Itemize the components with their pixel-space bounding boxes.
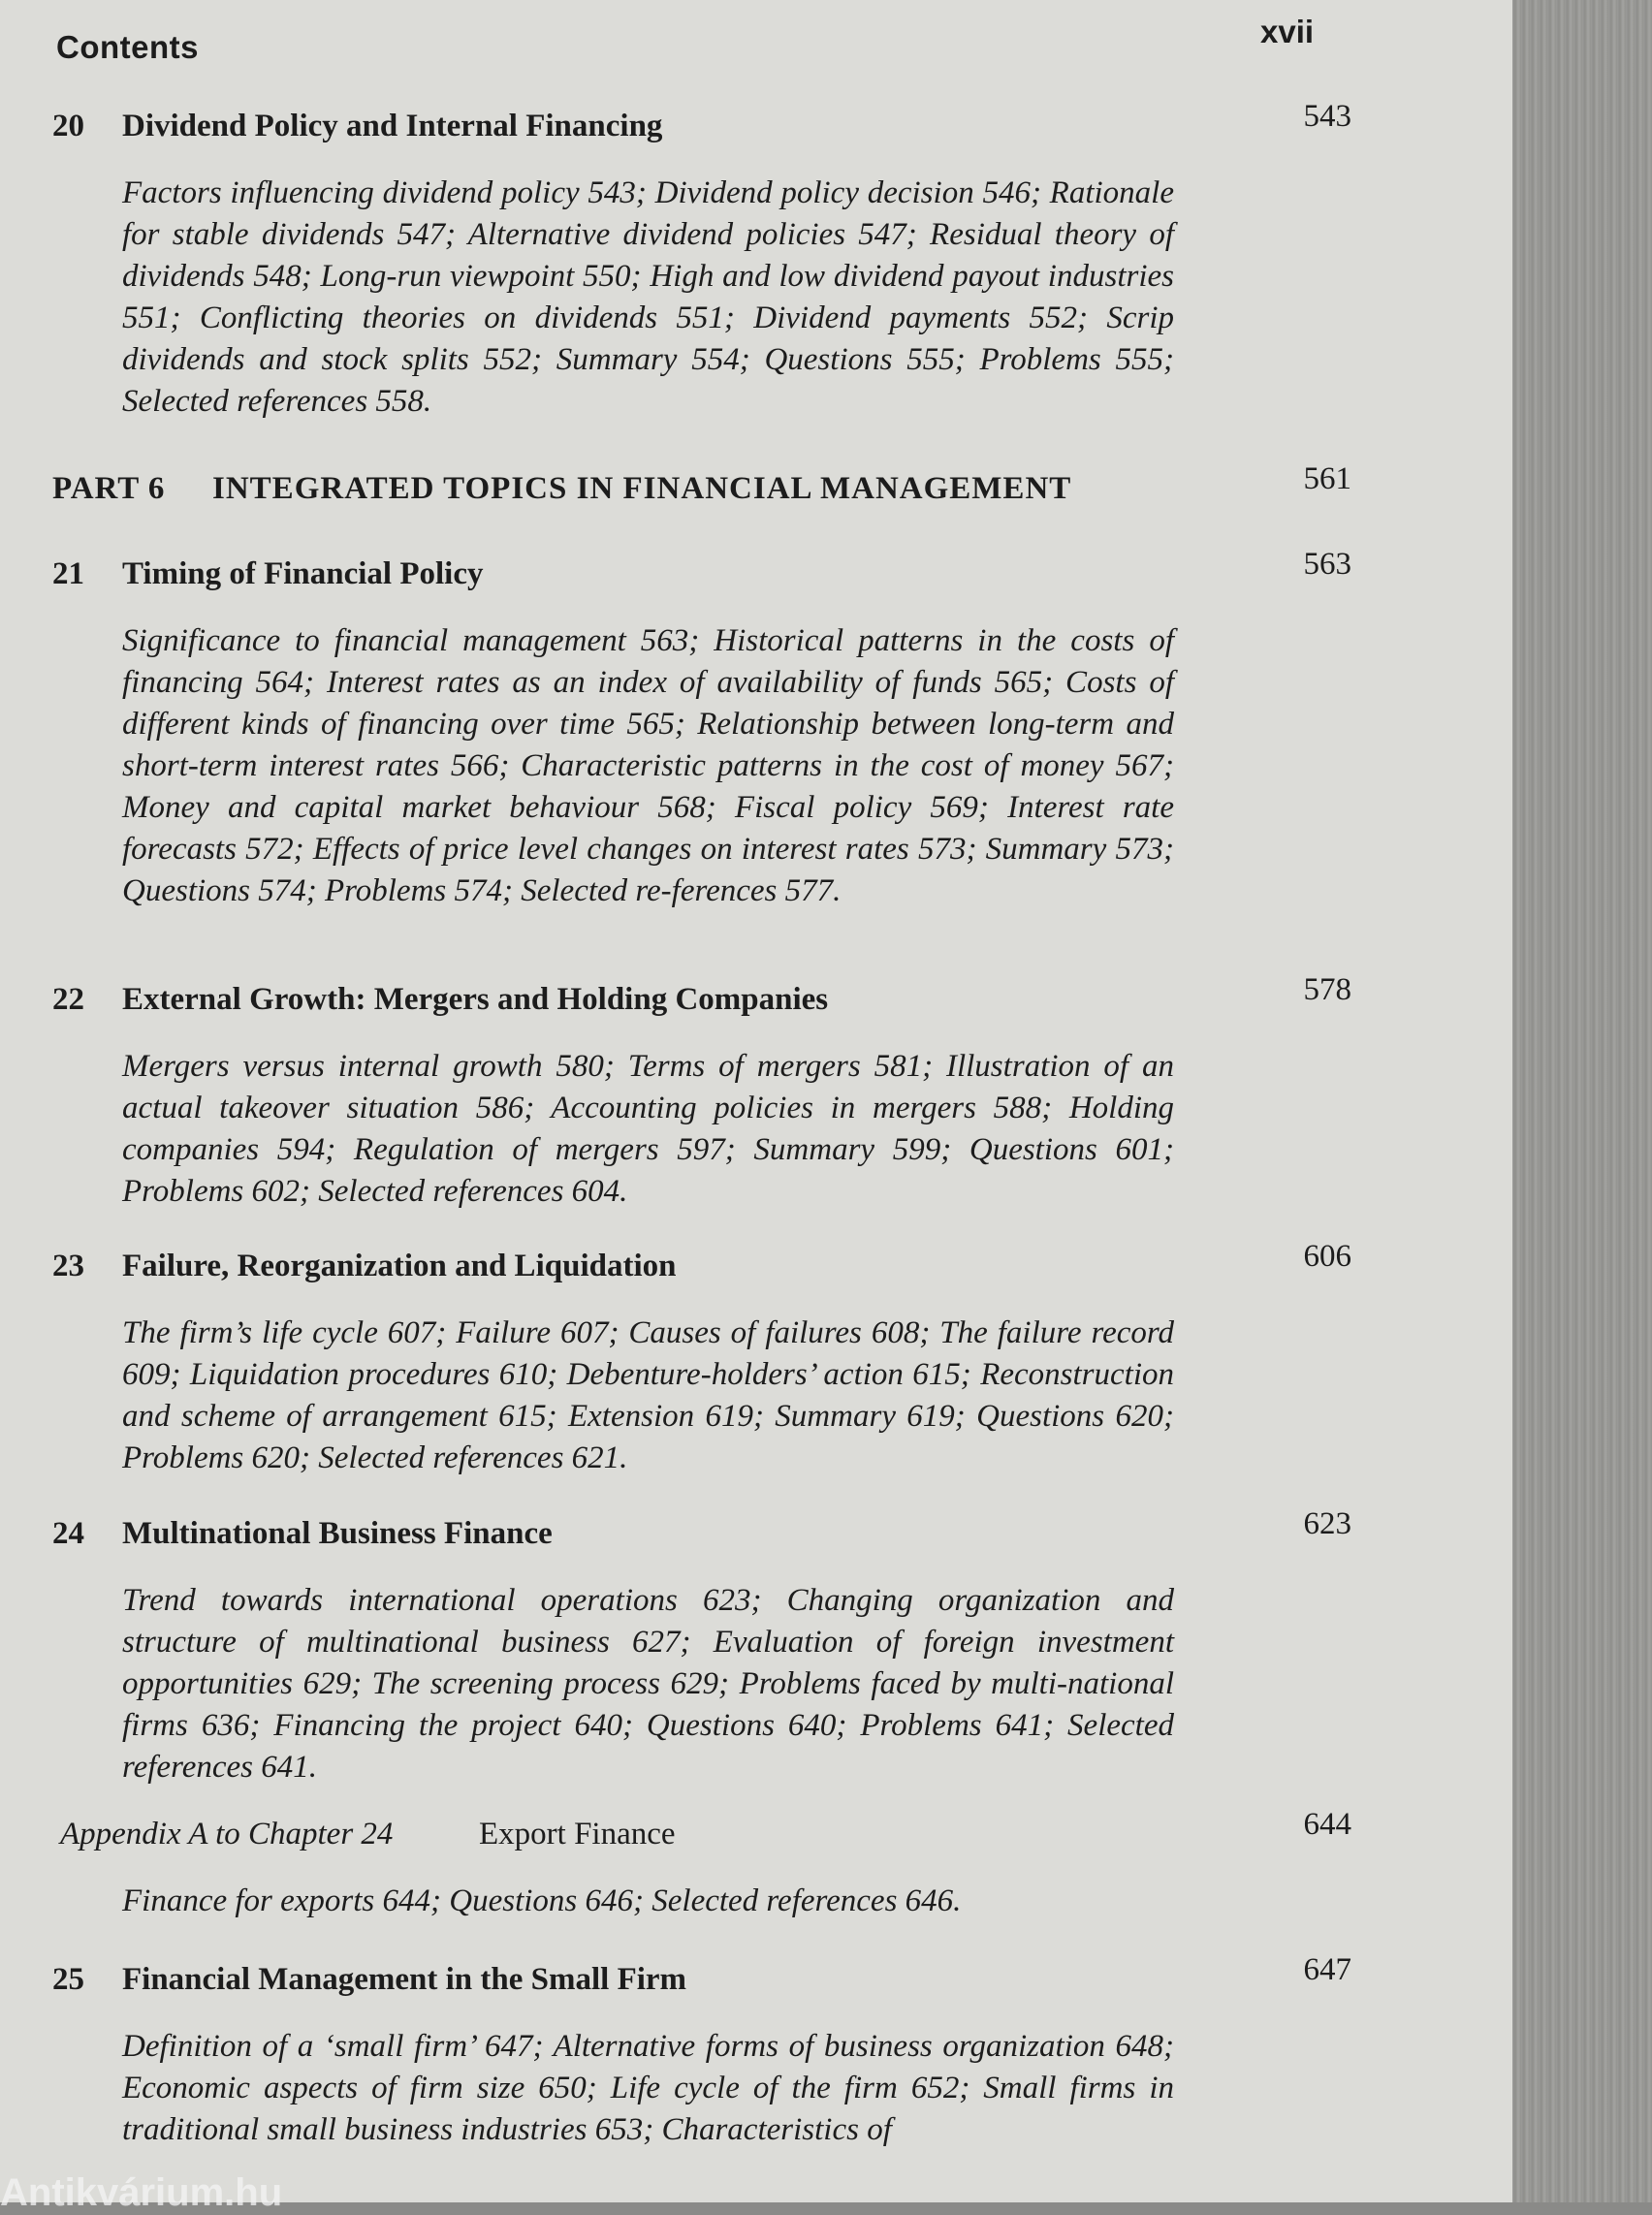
- chapter-page: 563: [1303, 547, 1351, 582]
- toc-entry-chapter-22: [52, 972, 1351, 1213]
- toc-entry-chapter-21: [52, 547, 1351, 912]
- chapter-title: Financial Management in the Small Firm: [122, 1962, 687, 1997]
- chapter-number: 23: [52, 1249, 84, 1283]
- toc-entry-chapter-23: [52, 1239, 1351, 1479]
- part-title: INTEGRATED TOPICS IN FINANCIAL MANAGEMENT: [212, 471, 1072, 506]
- chapter-title: Timing of Financial Policy: [122, 556, 484, 591]
- part-label: PART 6: [52, 471, 166, 506]
- chapter-title: Dividend Policy and Internal Financing: [122, 109, 663, 143]
- toc-entry-chapter-24: [52, 1506, 1351, 1788]
- chapter-page: 647: [1303, 1952, 1351, 1987]
- appendix-heading: [52, 1807, 1351, 1865]
- appendix-label: Appendix A to Chapter 24: [60, 1817, 394, 1851]
- running-head: Contents: [56, 29, 199, 65]
- chapter-heading: [52, 547, 1351, 605]
- part-heading: [52, 461, 1351, 520]
- page-folio: xvii: [1260, 14, 1315, 49]
- appendix-title: Export Finance: [479, 1817, 676, 1851]
- chapter-heading: [52, 1952, 1351, 2010]
- chapter-page: 606: [1303, 1239, 1351, 1274]
- chapter-page: 578: [1303, 972, 1351, 1007]
- appendix-contents: Finance for exports 644; Questions 646; Selected references 646.: [122, 1883, 962, 1918]
- appendix-page: 644: [1303, 1807, 1351, 1842]
- chapter-contents: Factors influencing dividend policy 543; Dividend policy decision 546; Rationale for stable dividends 547; Alternative dividend policies 547; Residual theory of dividends 548; Long-run viewpoint 550; High and low dividend payout industries 551; Conflicting theories on dividends 551; Dividend payments 552; Scrip dividends and stock splits 552; Summary 554; Questions 555; Problems 555; Selected references 558.: [122, 175, 1174, 419]
- chapter-heading: [52, 1506, 1351, 1565]
- chapter-contents: The firm’s life cycle 607; Failure 607; Causes of failures 608; The failure record 609; Liquidation procedures 610; Debenture-holders’ action 615; Reconstruction and scheme of arrangement 615; Extension 619; Summary 619; Questions 620; Problems 620; Selected references 621.: [122, 1315, 1174, 1475]
- watermark: Antikvárium.hu: [0, 2171, 283, 2214]
- part-page: 561: [1303, 461, 1351, 496]
- chapter-page: 623: [1303, 1506, 1351, 1541]
- chapter-heading: [52, 972, 1351, 1030]
- chapter-contents: Trend towards international operations 623; Changing organization and structure of multinational business 627; Evaluation of foreign investment opportunities 629; The screening process 629; Problems faced by multi-national firms 636; Financing the project 640; Questions 640; Problems 641; Selected references 641.: [122, 1583, 1174, 1785]
- chapter-contents: Definition of a ‘small firm’ 647; Alternative forms of business organization 648; Economic aspects of firm size 650; Life cycle of the firm 652; Small firms in traditional small business industries 653; Characteristics of: [122, 2029, 1174, 2147]
- chapter-contents: Mergers versus internal growth 580; Terms of mergers 581; Illustration of an actual takeover situation 586; Accounting policies in mergers 588; Holding companies 594; Regulation of mergers 597; Summary 599; Questions 601; Problems 602; Selected references 604.: [122, 1049, 1174, 1209]
- chapter-number: 20: [52, 109, 84, 143]
- chapter-number: 22: [52, 982, 84, 1017]
- toc-entry-appendix-a: [52, 1807, 1351, 1922]
- chapter-number: 21: [52, 556, 84, 591]
- chapter-title: Failure, Reorganization and Liquidation: [122, 1249, 677, 1283]
- chapter-number: 25: [52, 1962, 84, 1997]
- chapter-contents: Significance to financial management 563; Historical patterns in the costs of financing 564; Interest rates as an index of availability of funds 565; Costs of different kinds of financing over time 565; Relationship between long-term and short-term interest rates 566; Characteristic patterns in the cost of money 567; Money and capital market behaviour 568; Fiscal policy 569; Interest rate forecasts 572; Effects of price level changes on interest rates 573; Summary 573; Questions 574; Problems 574; Selected re-ferences 577.: [122, 623, 1174, 908]
- toc-part-6: [52, 461, 1351, 520]
- chapter-heading: [52, 1239, 1351, 1297]
- toc-entry-chapter-25: [52, 1952, 1351, 2151]
- page-stack-edge: [1512, 0, 1652, 2202]
- chapter-heading: [52, 99, 1351, 157]
- chapter-title: Multinational Business Finance: [122, 1516, 553, 1551]
- chapter-number: 24: [52, 1516, 84, 1551]
- toc-entry-chapter-20: [52, 99, 1351, 423]
- chapter-title: External Growth: Mergers and Holding Companies: [122, 982, 829, 1017]
- chapter-page: 543: [1303, 99, 1351, 134]
